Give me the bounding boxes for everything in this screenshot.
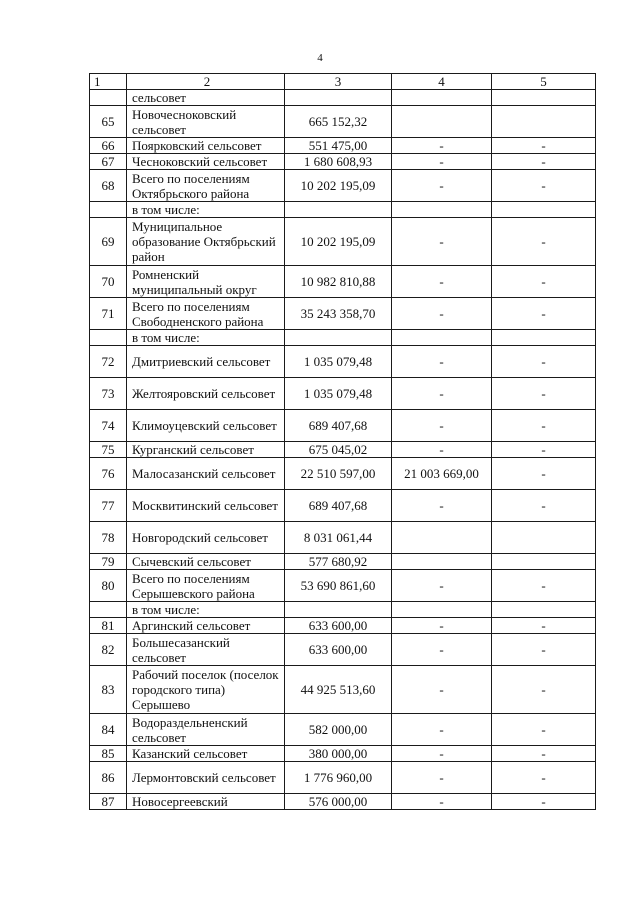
table-row bbox=[90, 442, 596, 458]
row-settlement-name: Климоуцевский сельсовет bbox=[127, 410, 285, 442]
row-settlement-name: Водораздельненский сельсовет bbox=[127, 714, 285, 746]
row-amount: 665 152,32 bbox=[285, 106, 392, 138]
row-amount: 22 510 597,00 bbox=[285, 458, 392, 490]
row-settlement-name: Аргинский сельсовет bbox=[127, 618, 285, 634]
row-column-4: - bbox=[392, 154, 492, 170]
row-column-5: - bbox=[492, 746, 596, 762]
row-column-5: - bbox=[492, 138, 596, 154]
table-row bbox=[90, 746, 596, 762]
row-settlement-name: сельсовет bbox=[127, 90, 285, 106]
row-settlement-name: Москвитинский сельсовет bbox=[127, 490, 285, 522]
row-settlement-name: в том числе: bbox=[127, 330, 285, 346]
row-settlement-name: Дмитриевский сельсовет bbox=[127, 346, 285, 378]
row-settlement-name: Большесазанский сельсовет bbox=[127, 634, 285, 666]
row-column-5 bbox=[492, 554, 596, 570]
row-column-4: - bbox=[392, 618, 492, 634]
row-number: 76 bbox=[90, 458, 127, 490]
row-column-4: - bbox=[392, 666, 492, 714]
settlements-table bbox=[89, 73, 596, 810]
row-number: 69 bbox=[90, 218, 127, 266]
table-row bbox=[90, 794, 596, 810]
row-number: 68 bbox=[90, 170, 127, 202]
row-number: 87 bbox=[90, 794, 127, 810]
row-column-4: - bbox=[392, 170, 492, 202]
table-row bbox=[90, 618, 596, 634]
row-column-5: - bbox=[492, 218, 596, 266]
row-settlement-name: Желтояровский сельсовет bbox=[127, 378, 285, 410]
row-column-5: - bbox=[492, 154, 596, 170]
row-number: 77 bbox=[90, 490, 127, 522]
row-amount bbox=[285, 330, 392, 346]
row-settlement-name: Ромненский муниципальный округ bbox=[127, 266, 285, 298]
table-row bbox=[90, 554, 596, 570]
row-amount: 1 035 079,48 bbox=[285, 346, 392, 378]
row-column-5: - bbox=[492, 378, 596, 410]
table-row bbox=[90, 106, 596, 138]
row-column-4: - bbox=[392, 218, 492, 266]
row-column-5 bbox=[492, 106, 596, 138]
table-row bbox=[90, 634, 596, 666]
row-column-4 bbox=[392, 522, 492, 554]
row-column-4: - bbox=[392, 138, 492, 154]
row-column-5: - bbox=[492, 442, 596, 458]
row-column-4 bbox=[392, 330, 492, 346]
row-settlement-name: Малосазанский сельсовет bbox=[127, 458, 285, 490]
row-number: 73 bbox=[90, 378, 127, 410]
table-row bbox=[90, 330, 596, 346]
row-column-4: - bbox=[392, 442, 492, 458]
table-row bbox=[90, 410, 596, 442]
row-column-4 bbox=[392, 202, 492, 218]
row-column-4 bbox=[392, 554, 492, 570]
table-row bbox=[90, 202, 596, 218]
row-amount: 8 031 061,44 bbox=[285, 522, 392, 554]
row-amount: 10 202 195,09 bbox=[285, 170, 392, 202]
row-amount bbox=[285, 602, 392, 618]
row-settlement-name: Чесноковский сельсовет bbox=[127, 154, 285, 170]
row-number: 67 bbox=[90, 154, 127, 170]
column-header-2: 2 bbox=[127, 74, 285, 90]
row-settlement-name: Рабочий поселок (поселок городского типа) Серышево bbox=[127, 666, 285, 714]
row-amount: 380 000,00 bbox=[285, 746, 392, 762]
table-row bbox=[90, 378, 596, 410]
row-column-5 bbox=[492, 202, 596, 218]
row-column-4: - bbox=[392, 794, 492, 810]
table-row bbox=[90, 218, 596, 266]
row-number: 66 bbox=[90, 138, 127, 154]
row-settlement-name: Новгородский сельсовет bbox=[127, 522, 285, 554]
row-number: 78 bbox=[90, 522, 127, 554]
row-settlement-name: Новочесноковский сельсовет bbox=[127, 106, 285, 138]
row-number: 86 bbox=[90, 762, 127, 794]
row-amount: 10 202 195,09 bbox=[285, 218, 392, 266]
row-column-4: - bbox=[392, 490, 492, 522]
row-amount: 633 600,00 bbox=[285, 634, 392, 666]
row-column-5: - bbox=[492, 170, 596, 202]
row-column-4 bbox=[392, 602, 492, 618]
row-column-5: - bbox=[492, 266, 596, 298]
row-settlement-name: в том числе: bbox=[127, 602, 285, 618]
row-amount bbox=[285, 90, 392, 106]
row-number bbox=[90, 602, 127, 618]
table-row bbox=[90, 346, 596, 378]
row-amount: 551 475,00 bbox=[285, 138, 392, 154]
row-column-4: - bbox=[392, 762, 492, 794]
row-number: 74 bbox=[90, 410, 127, 442]
row-column-4: - bbox=[392, 714, 492, 746]
row-number: 82 bbox=[90, 634, 127, 666]
column-header-3: 3 bbox=[285, 74, 392, 90]
row-number: 85 bbox=[90, 746, 127, 762]
row-amount: 576 000,00 bbox=[285, 794, 392, 810]
table-row bbox=[90, 90, 596, 106]
row-settlement-name: Всего по поселениям Свободненского района bbox=[127, 298, 285, 330]
row-column-4: - bbox=[392, 378, 492, 410]
row-amount: 689 407,68 bbox=[285, 490, 392, 522]
row-column-4 bbox=[392, 106, 492, 138]
row-amount: 53 690 861,60 bbox=[285, 570, 392, 602]
column-header-4: 4 bbox=[392, 74, 492, 90]
row-number: 80 bbox=[90, 570, 127, 602]
row-number: 79 bbox=[90, 554, 127, 570]
row-amount: 35 243 358,70 bbox=[285, 298, 392, 330]
row-settlement-name: Курганский сельсовет bbox=[127, 442, 285, 458]
row-settlement-name: Муниципальное образование Октябрьский район bbox=[127, 218, 285, 266]
row-amount: 675 045,02 bbox=[285, 442, 392, 458]
table-row bbox=[90, 570, 596, 602]
row-amount: 44 925 513,60 bbox=[285, 666, 392, 714]
table-row bbox=[90, 490, 596, 522]
row-number: 83 bbox=[90, 666, 127, 714]
table-body bbox=[90, 74, 596, 810]
row-amount: 10 982 810,88 bbox=[285, 266, 392, 298]
row-amount: 577 680,92 bbox=[285, 554, 392, 570]
table-row bbox=[90, 266, 596, 298]
row-settlement-name: Лермонтовский сельсовет bbox=[127, 762, 285, 794]
row-column-5: - bbox=[492, 298, 596, 330]
table-row bbox=[90, 602, 596, 618]
row-amount: 582 000,00 bbox=[285, 714, 392, 746]
row-number: 72 bbox=[90, 346, 127, 378]
table-header-row bbox=[90, 74, 596, 90]
row-number: 81 bbox=[90, 618, 127, 634]
row-column-5 bbox=[492, 90, 596, 106]
row-column-5: - bbox=[492, 634, 596, 666]
row-column-4 bbox=[392, 90, 492, 106]
row-column-5: - bbox=[492, 618, 596, 634]
row-settlement-name: Казанский сельсовет bbox=[127, 746, 285, 762]
row-column-5 bbox=[492, 602, 596, 618]
table-row bbox=[90, 522, 596, 554]
row-number: 71 bbox=[90, 298, 127, 330]
row-amount: 1 680 608,93 bbox=[285, 154, 392, 170]
row-column-5: - bbox=[492, 458, 596, 490]
column-header-5: 5 bbox=[492, 74, 596, 90]
row-settlement-name: Всего по поселениям Серышевского района bbox=[127, 570, 285, 602]
table-row bbox=[90, 714, 596, 746]
column-header-1: 1 bbox=[90, 74, 127, 90]
row-column-5: - bbox=[492, 714, 596, 746]
table-row bbox=[90, 298, 596, 330]
row-number: 70 bbox=[90, 266, 127, 298]
row-column-4: - bbox=[392, 634, 492, 666]
row-settlement-name: Всего по поселениям Октябрьского района bbox=[127, 170, 285, 202]
row-column-4: 21 003 669,00 bbox=[392, 458, 492, 490]
row-column-4: - bbox=[392, 298, 492, 330]
table-row bbox=[90, 458, 596, 490]
row-column-4: - bbox=[392, 346, 492, 378]
row-number: 84 bbox=[90, 714, 127, 746]
table-row bbox=[90, 170, 596, 202]
row-settlement-name: Поярковский сельсовет bbox=[127, 138, 285, 154]
row-number bbox=[90, 90, 127, 106]
row-settlement-name: Новосергеевский bbox=[127, 794, 285, 810]
row-amount: 689 407,68 bbox=[285, 410, 392, 442]
table-row bbox=[90, 138, 596, 154]
row-amount bbox=[285, 202, 392, 218]
row-column-5: - bbox=[492, 490, 596, 522]
row-column-5: - bbox=[492, 666, 596, 714]
row-amount: 633 600,00 bbox=[285, 618, 392, 634]
page-number: 4 bbox=[317, 52, 323, 64]
table-row bbox=[90, 762, 596, 794]
row-column-4: - bbox=[392, 410, 492, 442]
row-column-5 bbox=[492, 330, 596, 346]
row-column-5: - bbox=[492, 762, 596, 794]
row-column-4: - bbox=[392, 266, 492, 298]
row-settlement-name: в том числе: bbox=[127, 202, 285, 218]
row-column-5: - bbox=[492, 794, 596, 810]
row-amount: 1 035 079,48 bbox=[285, 378, 392, 410]
row-number bbox=[90, 330, 127, 346]
table-row bbox=[90, 666, 596, 714]
row-column-4: - bbox=[392, 570, 492, 602]
row-number: 75 bbox=[90, 442, 127, 458]
row-column-5: - bbox=[492, 570, 596, 602]
row-column-5: - bbox=[492, 410, 596, 442]
row-column-5: - bbox=[492, 346, 596, 378]
row-column-4: - bbox=[392, 746, 492, 762]
row-number: 65 bbox=[90, 106, 127, 138]
table-row bbox=[90, 154, 596, 170]
row-amount: 1 776 960,00 bbox=[285, 762, 392, 794]
row-number bbox=[90, 202, 127, 218]
row-column-5 bbox=[492, 522, 596, 554]
row-settlement-name: Сычевский сельсовет bbox=[127, 554, 285, 570]
